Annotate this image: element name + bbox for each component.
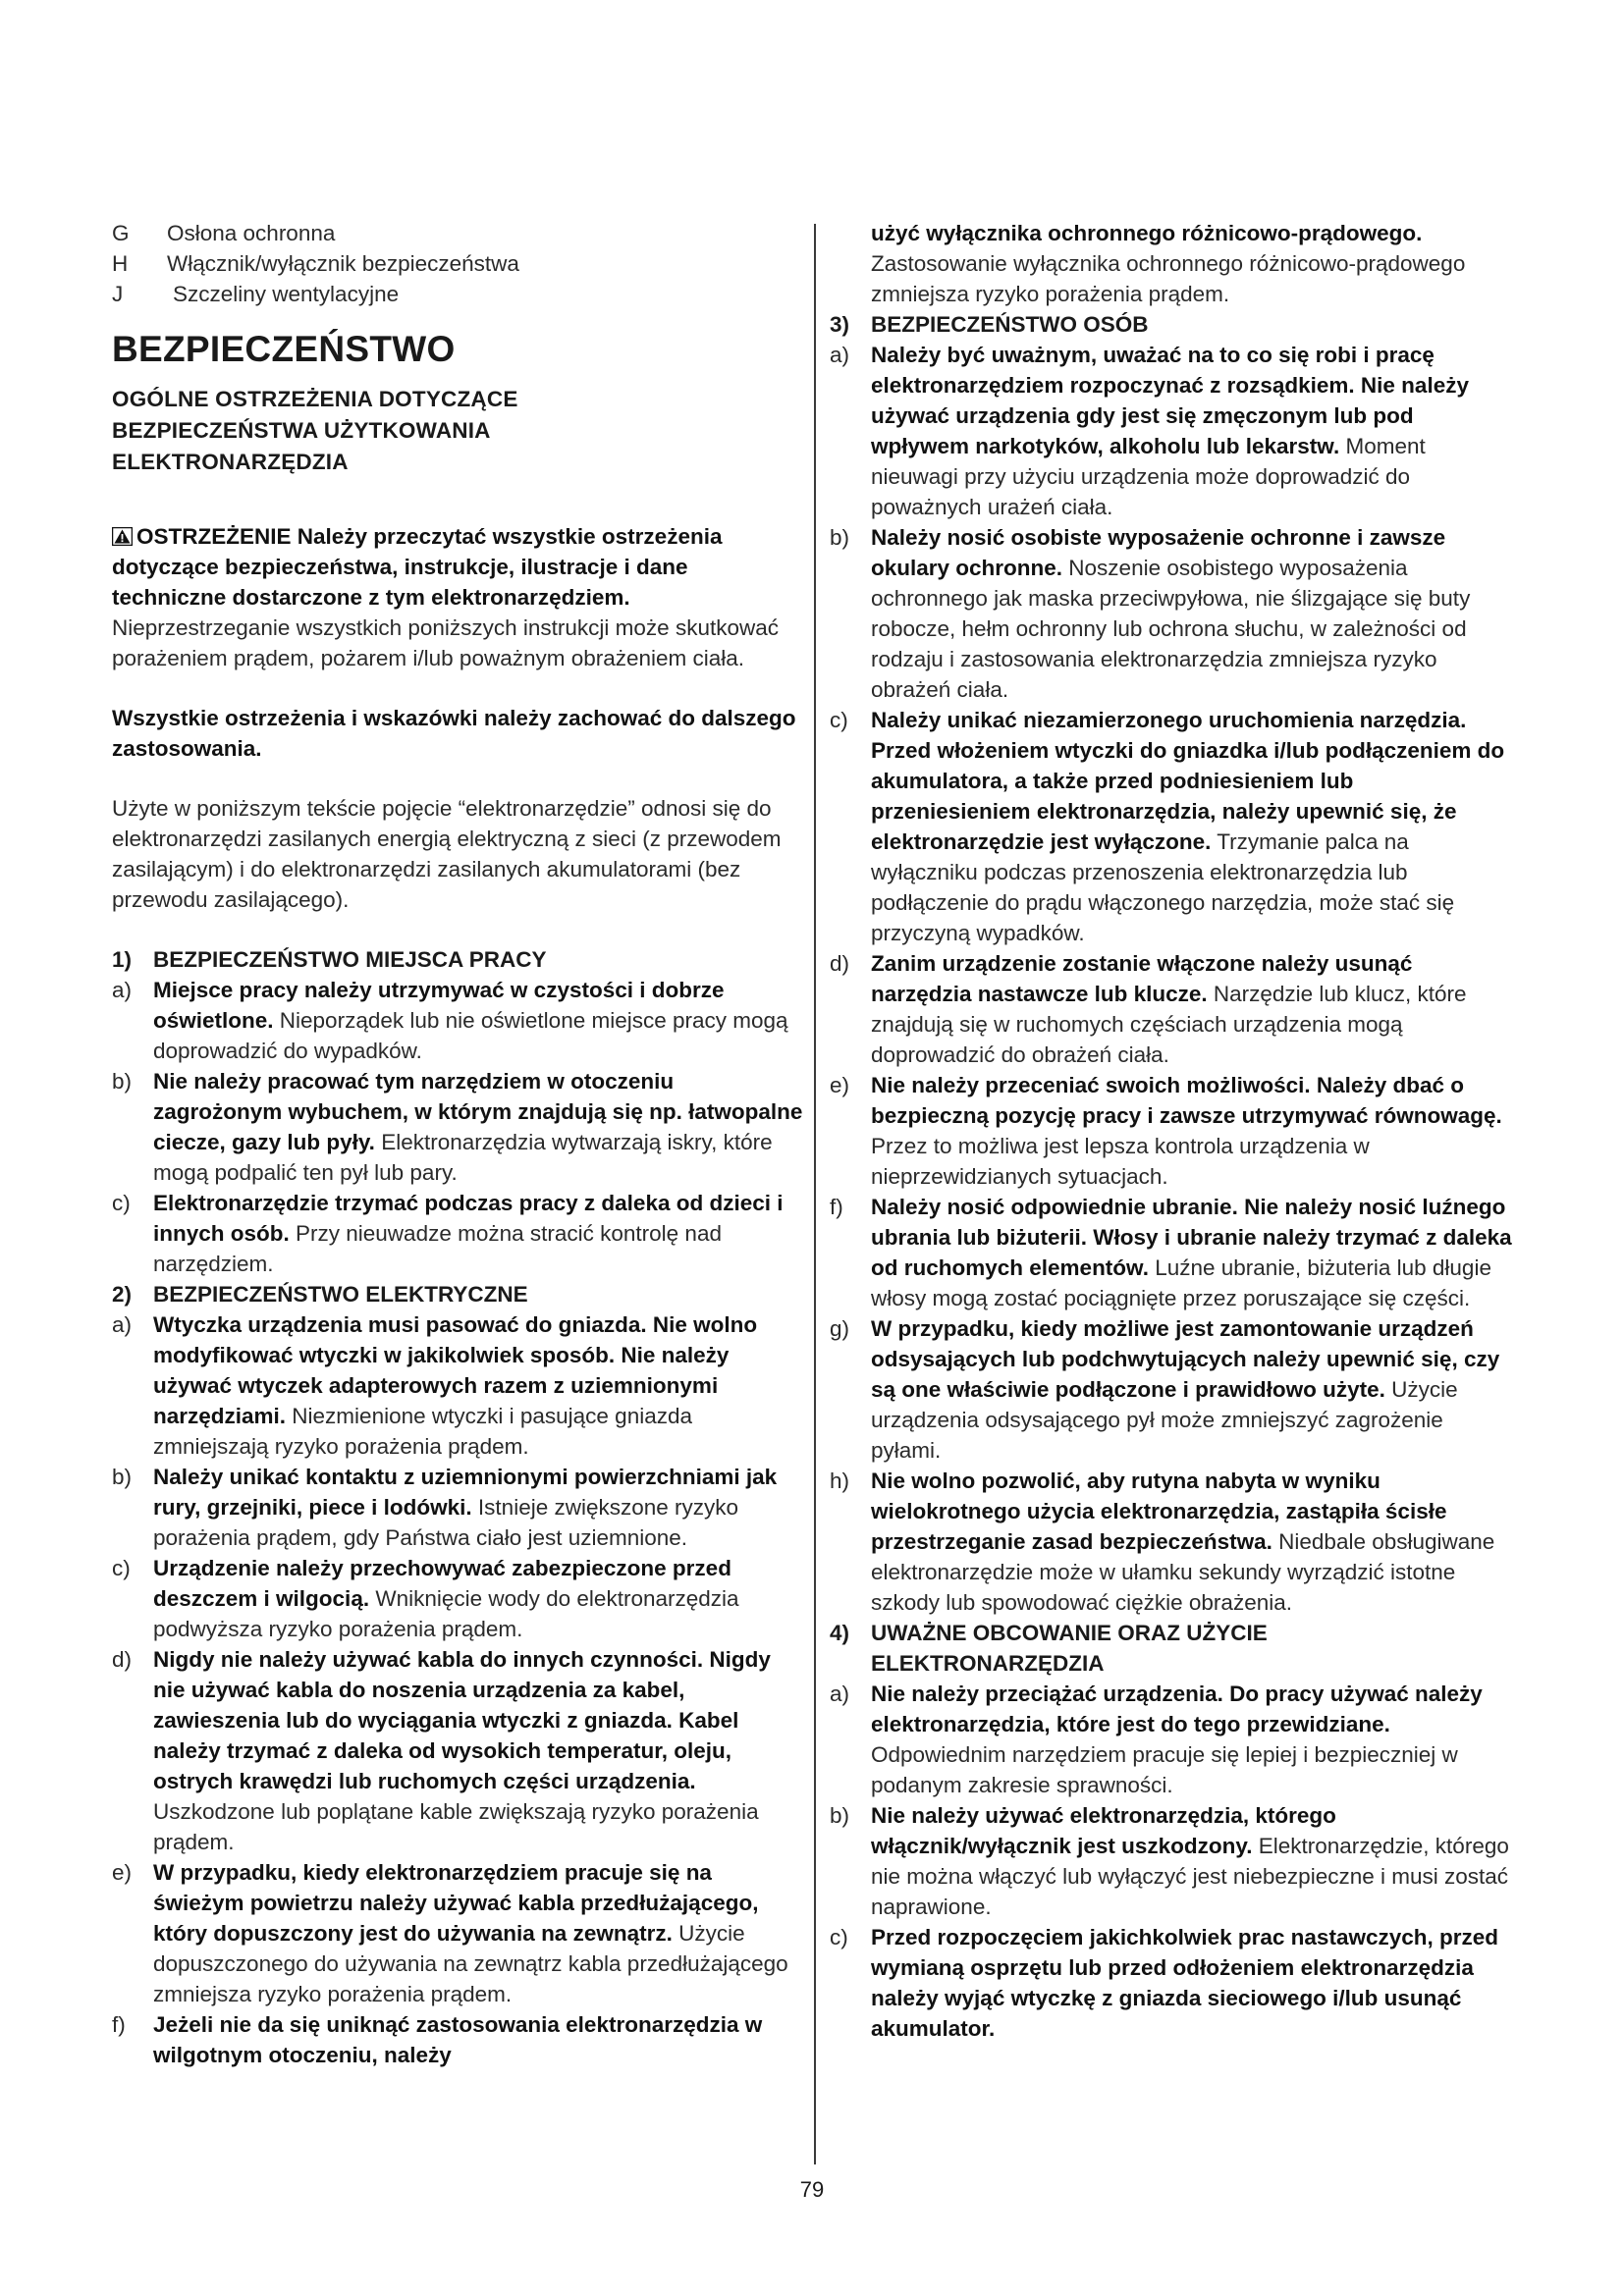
page-number: 79 (799, 2177, 825, 2202)
item-bold-text: Nie wolno pozwolić, aby rutyna nabyta w wyniku wielokrotnego użycia elektronarzędzia, zastąpiła ścisłe przestrzeganie zasad bezpieczeństwa. (871, 1468, 1447, 1554)
item-text (871, 340, 1517, 522)
item-label: a) (830, 1682, 850, 1706)
section-title: BEZPIECZEŃSTWO MIEJSCA PRACY (153, 947, 547, 972)
list-item (112, 1309, 805, 1462)
item-normal-text: Trzymanie palca na wyłączniku podczas przenoszenia elektronarzędzia lub podłączenie do prądu włączonego narzędzia, może stać się przyczyną wypadków. (871, 829, 1455, 945)
item-bold-text: Nie należy przeceniać swoich możliwości. Należy dbać o bezpieczną pozycję pracy i zawsze utrzymywać równowagę. (871, 1073, 1502, 1128)
item-text (871, 705, 1517, 948)
item-label: b) (830, 525, 850, 550)
page-title: BEZPIECZEŃSTWO (112, 329, 456, 369)
item-label: e) (830, 1073, 850, 1097)
right-column (830, 218, 1517, 2044)
list-item (830, 1922, 1517, 2044)
item-normal-text: Niezmienione wtyczki i pasujące gniazda zmniejszają ryzyko porażenia prądem. (153, 1404, 693, 1459)
section-heading (112, 944, 805, 975)
list-item (830, 948, 1517, 1070)
item-label: f) (112, 2012, 126, 2037)
item-bold-text: Należy być uważnym, uważać na to co się robi i pracę elektronarzędziem rozpoczynać z rozsądkiem. Nie należy używać urządzenia gdy jest się zmęczonym lub pod wpływem narkotyków, alkoholu lub lekarstw. (871, 343, 1469, 458)
list-item (112, 2009, 805, 2070)
item-label: a) (830, 343, 850, 367)
legend-row (112, 279, 805, 309)
list-item (112, 975, 805, 1066)
item-bold-text: Urządzenie należy przechowywać zabezpieczone przed deszczem i wilgocią. (153, 1556, 731, 1611)
item-bold-text: Nie należy przeciążać urządzenia. Do pracy używać należy elektronarzędzia, które jest do tego przewidziane. (871, 1682, 1483, 1736)
item-text (871, 948, 1517, 1070)
item-bold-text: Należy nosić odpowiednie ubranie. Nie należy nosić luźnego ubrania lub biżuterii. Włosy i ubranie należy trzymać z daleka od ruchomych elementów. (871, 1195, 1512, 1280)
item-normal-text: Elektronarzędzie, którego nie można włączyć lub wyłączyć jest niebezpieczne i musi zostać naprawione. (871, 1834, 1509, 1919)
item-text (871, 1800, 1517, 1922)
list-item (112, 1857, 805, 2009)
keep-notice: Wszystkie ostrzeżenia i wskazówki należy zachować do dalszego zastosowania. (112, 706, 796, 761)
item-bold-text: Jeżeli nie da się uniknąć zastosowania elektronarzędzia w wilgotnym otoczeniu, należy (153, 2012, 763, 2067)
legend-row (112, 248, 805, 279)
item-label: a) (112, 978, 133, 1002)
item-text (871, 1679, 1517, 1800)
item-normal-text: Przez to możliwa jest lepsza kontrola urządzenia w nieprzewidzianych sytuacjach. (871, 1134, 1370, 1189)
item-label: b) (830, 1803, 850, 1828)
item-bold-text: Należy unikać kontaktu z uziemnionymi powierzchniami jak rury, grzejniki, piece i lodówki. (153, 1465, 778, 1520)
item-label: c) (830, 1925, 848, 1949)
item-label: d) (112, 1647, 133, 1672)
warning-normal-text: Nieprzestrzeganie wszystkich poniższych instrukcji może skutkować porażeniem prądem, pożarem i/lub poważnym obrażeniem ciała. (112, 615, 779, 670)
item-normal-text: Luźne ubranie, biżuteria lub długie włosy mogą zostać pociągnięte przez poruszające się części. (871, 1255, 1491, 1310)
section-heading (112, 1279, 805, 1309)
item-bold-text: W przypadku, kiedy elektronarzędziem pracuje się na świeżym powietrzu należy używać kabla przedłużającego, który dopuszczony jest do używania na zewnątrz. (153, 1860, 759, 1946)
section-title: UWAŻNE OBCOWANIE ORAZ UŻYCIE ELEKTRONARZĘDZIA (871, 1621, 1268, 1676)
item-bold-text: Miejsce pracy należy utrzymywać w czystości i dobrze oświetlone. (153, 978, 725, 1033)
list-item (830, 1192, 1517, 1313)
item-label: b) (112, 1069, 133, 1094)
list-item (830, 1070, 1517, 1192)
item-normal-text: Niedbale obsługiwane elektronarzędzie może w ułamku sekundy wyrządzić istotne szkody lub spowodować ciężkie obrażenia. (871, 1529, 1495, 1615)
section-number: 2) (112, 1282, 133, 1307)
list-item (112, 1644, 805, 1857)
item-text (153, 1857, 805, 2009)
legend-key: J (112, 282, 124, 306)
item-text (153, 1462, 805, 1553)
section-title: BEZPIECZEŃSTWO ELEKTRYCZNE (153, 1282, 528, 1307)
item-text (871, 1922, 1517, 2044)
item-text (871, 1466, 1517, 1618)
list-item (830, 705, 1517, 948)
item-bold-text: Wtyczka urządzenia musi pasować do gniazda. Nie wolno modyfikować wtyczki w jakikolwiek sposób. Nie należy używać wtyczek adapterowych razem z uziemnionymi narzędziami. (153, 1312, 758, 1428)
item-label: d) (830, 951, 850, 976)
section-number: 3) (830, 312, 850, 337)
item-normal-text: Moment nieuwagi przy użyciu urządzenia może doprowadzić do poważnych urażeń ciała. (871, 434, 1426, 519)
item-text (153, 2009, 805, 2070)
item-text (153, 975, 805, 1066)
list-item (112, 1553, 805, 1644)
list-item (830, 522, 1517, 705)
warning-bold-text: OSTRZEŻENIE Należy przeczytać wszystkie ostrzeżenia dotyczące bezpieczeństwa, instrukcje, ilustracje i dane techniczne dostarczone z tym elektronarzędziem. (112, 524, 723, 610)
item-bold-text: Należy unikać niezamierzonego uruchomienia narzędzia. Przed włożeniem wtyczki do gniazdka i/lub podłączeniem do akumulatora, a także przed podniesieniem lub przeniesieniem elektronarzędzia, należy upewnić się, że elektronarzędzie jest wyłączone. (871, 708, 1505, 854)
item-label: a) (112, 1312, 133, 1337)
item-text (153, 1309, 805, 1462)
item-bold-text: Zanim urządzenie zostanie włączone należy usunąć narzędzia nastawcze lub klucze. (871, 951, 1413, 1006)
definition-paragraph: Użyte w poniższym tekście pojęcie “elektronarzędzie” odnosi się do elektronarzędzi zasilanych energią elektryczną z sieci (z przewodem zasilającym) i do elektronarzędzi zasilanych akumulatorami (bez przewodu zasilającego). (112, 796, 782, 912)
item-normal-text: Odpowiednim narzędziem pracuje się lepiej i bezpieczniej w podanym zakresie sprawności. (871, 1742, 1458, 1797)
left-column (112, 218, 805, 2070)
item-normal-text: Wniknięcie wody do elektronarzędzia podwyższa ryzyko porażenia prądem. (153, 1586, 739, 1641)
item-text (153, 1644, 805, 1857)
item-normal-text: Uszkodzone lub poplątane kable zwiększają ryzyko porażenia prądem. (153, 1799, 759, 1854)
item-label: c) (830, 708, 848, 732)
list-item (112, 1188, 805, 1279)
parts-legend (112, 218, 805, 309)
column-divider (814, 224, 816, 2164)
item-bold-text: W przypadku, kiedy możliwe jest zamontowanie urządzeń odsysających lub podchwytujących należy upewnić się, czy są one właściwie podłączone i prawidłowo użyte. (871, 1316, 1500, 1402)
continued-bold-text: użyć wyłącznika ochronnego różnicowo-prądowego. (871, 221, 1423, 245)
item-normal-text: Użycie dopuszczonego do używania na zewnątrz kabla przedłużającego zmniejsza ryzyko porażenia prądem. (153, 1921, 788, 2006)
item-bold-text: Nie należy używać elektronarzędzia, którego włącznik/wyłącznik jest uszkodzony. (871, 1803, 1336, 1858)
item-text (871, 522, 1517, 705)
item-normal-text: Przy nieuwadze można stracić kontrolę nad narzędziem. (153, 1221, 722, 1276)
legend-key: H (112, 251, 129, 276)
warning-paragraph (112, 521, 805, 673)
list-item (830, 1313, 1517, 1466)
item-bold-text: Nie należy pracować tym narzędziem w otoczeniu zagrożonym wybuchem, w którym znajdują się np. łatwopalne ciecze, gazy lub pyły. (153, 1069, 803, 1154)
item-normal-text: Istnieje zwiększone ryzyko porażenia prądem, gdy Państwa ciało jest uziemnione. (153, 1495, 739, 1550)
section-number: 1) (112, 947, 133, 972)
item-label: h) (830, 1468, 850, 1493)
item-normal-text: Noszenie osobistego wyposażenia ochronnego jak maska przeciwpyłowa, nie ślizgające się buty robocze, hełm ochronny lub ochrona słuchu, w zależności od rodzaju i zastosowania elektronarzędzia zmniejsza ryzyko obrażeń ciała. (871, 556, 1471, 702)
warning-triangle-icon (112, 523, 133, 542)
list-item (112, 1462, 805, 1553)
list-item (830, 340, 1517, 522)
legend-text: Szczeliny wentylacyjne (173, 282, 400, 306)
item-bold-text: Elektronarzędzie trzymać podczas pracy z daleka od dzieci i innych osób. (153, 1191, 784, 1246)
section-number: 4) (830, 1621, 850, 1645)
list-item (112, 1066, 805, 1188)
item-text (153, 1553, 805, 1644)
continued-paragraph (830, 218, 1517, 309)
item-label: e) (112, 1860, 133, 1885)
item-normal-text: Użycie urządzenia odsysającego pył może zmniejszyć zagrożenie pyłami. (871, 1377, 1458, 1463)
item-bold-text: Należy nosić osobiste wyposażenie ochronne i zawsze okulary ochronne. (871, 525, 1446, 580)
legend-row (112, 218, 805, 248)
item-text (153, 1188, 805, 1279)
legend-text: Włącznik/wyłącznik bezpieczeństwa (167, 251, 519, 276)
legend-key: G (112, 221, 130, 245)
item-bold-text: Nigdy nie należy używać kabla do innych czynności. Nigdy nie używać kabla do noszenia urządzenia za kabel, zawieszenia lub do wyciągania wtyczki z gniazda. Kabel należy trzymać z daleka od wysokich temperatur, oleju, ostrych krawędzi lub ruchomych części urządzenia. (153, 1647, 771, 1793)
list-item (830, 1800, 1517, 1922)
list-item (830, 1466, 1517, 1618)
item-text (871, 1070, 1517, 1192)
item-bold-text: Przed rozpoczęciem jakichkolwiek prac nastawczych, przed wymianą osprzętu lub przed odłożeniem elektronarzędzia należy wyjąć wtyczkę z gniazda sieciowego i/lub usunąć akumulator. (871, 1925, 1498, 2041)
item-label: c) (112, 1191, 131, 1215)
item-text (871, 1313, 1517, 1466)
section-title: BEZPIECZEŃSTWO OSÓB (871, 312, 1149, 337)
item-normal-text: Nieporządek lub nie oświetlone miejsce pracy mogą doprowadzić do wypadków. (153, 1008, 788, 1063)
item-label: b) (112, 1465, 133, 1489)
item-text (871, 1192, 1517, 1313)
list-item (830, 1679, 1517, 1800)
section-heading (830, 1618, 1517, 1679)
item-label: g) (830, 1316, 850, 1341)
section-heading (830, 309, 1517, 340)
item-label: f) (830, 1195, 843, 1219)
item-normal-text: Narzędzie lub klucz, które znajdują się w ruchomych częściach urządzenia mogą doprowadzić do obrażeń ciała. (871, 982, 1467, 1067)
item-label: c) (112, 1556, 131, 1580)
section-subtitle: OGÓLNE OSTRZEŻENIA DOTYCZĄCE BEZPIECZEŃSTWA UŻYTKOWANIA ELEKTRONARZĘDZIA (112, 387, 518, 474)
item-normal-text: Elektronarzędzia wytwarzają iskry, które mogą podpalić ten pył lub pary. (153, 1130, 773, 1185)
legend-text: Osłona ochronna (167, 221, 336, 245)
continued-normal-text: Zastosowanie wyłącznika ochronnego różnicowo-prądowego zmniejsza ryzyko porażenia prądem. (871, 251, 1466, 306)
item-text (153, 1066, 805, 1188)
